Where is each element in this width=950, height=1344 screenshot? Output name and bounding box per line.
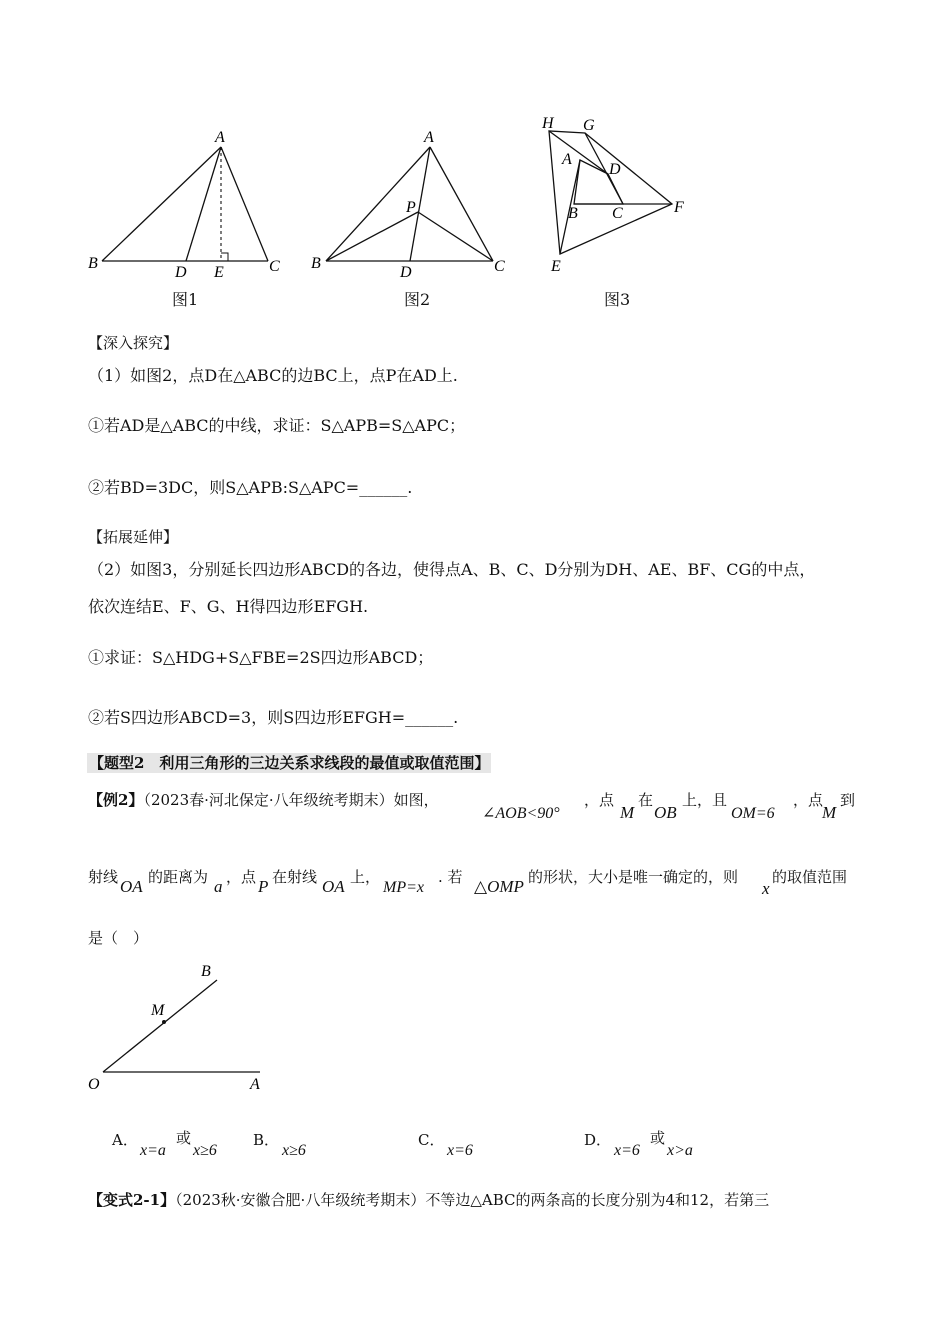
example2-line3: 是（ ） (88, 929, 149, 947)
extend-heading: 【拓展延伸】 (88, 528, 179, 546)
ray-label-a: A (250, 1076, 260, 1093)
fig1-label-a: A (215, 129, 225, 146)
ray-label-b: B (201, 963, 211, 980)
option-b-value: x≥6 (282, 1142, 306, 1159)
option-d-value-2: x>a (667, 1142, 693, 1159)
fig1-label-b: B (88, 255, 98, 272)
example2-distance-a: a (214, 877, 223, 896)
fig1-label-d: D (175, 264, 187, 281)
option-d-or: 或 (650, 1129, 666, 1147)
fig1-label-e: E (214, 264, 224, 281)
fig2-side-ac (430, 147, 493, 261)
option-c-label[interactable]: C． (418, 1131, 445, 1149)
figure-1 (80, 120, 300, 290)
fig2-segment-pb (326, 212, 418, 261)
fig2-segment-pc (418, 212, 493, 261)
option-c-value: x=6 (447, 1142, 473, 1159)
fig2-label-p: P (406, 199, 416, 216)
example2-line2-d: 在射线 (272, 868, 318, 886)
example2-line2-f: . 若 (438, 868, 463, 886)
example2-om: OM=6 (731, 805, 775, 822)
option-a-or: 或 (176, 1129, 192, 1147)
option-d-label[interactable]: D． (584, 1131, 612, 1149)
extend-q2b: ②若S四边形ABCD=3，则S四边形EFGH=______. (88, 708, 459, 727)
fig2-label-b: B (311, 255, 321, 272)
ray-ob (103, 980, 217, 1072)
example2-point-m2: M (822, 803, 837, 822)
example2-text-4: ，点 (793, 791, 824, 809)
example2-triangle-omp: △OMP (474, 877, 524, 896)
example2-point-m: M (620, 803, 635, 822)
fig3-label-c: C (612, 205, 623, 222)
example2-tag: 【例2】 (88, 791, 144, 809)
example2-line2-a: 射线 (88, 868, 119, 886)
example2-mp: MP=x (383, 879, 424, 896)
point-m-dot (162, 1020, 166, 1024)
fig3-quad-efgh (549, 131, 672, 254)
option-a-label[interactable]: A． (112, 1131, 138, 1149)
extend-q2a: ①求证：S△HDG+S△FBE=2S四边形ABCD； (88, 648, 434, 667)
fig3-label-e: E (551, 258, 561, 275)
example2-line2-h: 的取值范围 (772, 868, 848, 886)
example2-text-3: 上，且 (682, 791, 728, 809)
option-a-value-2: x≥6 (193, 1142, 217, 1159)
explore-q1: （1）如图2，点D在△ABC的边BC上，点P在AD上. (88, 366, 458, 385)
example2-text-5: 到 (840, 791, 856, 809)
example2-line2-c: ，点 (226, 868, 257, 886)
fig3-label-h: H (542, 115, 554, 132)
fig3-label-d: D (609, 161, 621, 178)
fig2-label-c: C (494, 258, 505, 275)
example2-var-x: x (762, 879, 770, 898)
example2-ray-oa: OA (120, 877, 143, 896)
example2-text-2: 在 (638, 791, 654, 809)
ray-label-m: M (151, 1002, 165, 1019)
fig3-label-a: A (562, 151, 572, 168)
figure-3 (535, 108, 705, 283)
fig3-label-f: F (674, 199, 684, 216)
fig1-label-c: C (269, 258, 280, 275)
example2-ray-ob: OB (654, 803, 677, 822)
example2-source: （2023春·河北保定·八年级统考期末）如图， (143, 791, 439, 809)
option-a-value-1: x=a (140, 1142, 166, 1159)
fig2-caption: 图2 (404, 290, 431, 309)
extend-q2-line2: 依次连结E、F、G、H得四边形EFGH. (88, 597, 369, 616)
explore-q1b: ②若BD=3DC，则S△APB:S△APC=______. (88, 478, 413, 497)
example2-point-p: P (258, 877, 269, 896)
section-2-title: 【题型2 利用三角形的三边关系求线段的最值或取值范围】 (89, 754, 490, 772)
fig3-label-b: B (568, 205, 578, 222)
fig1-caption: 图1 (172, 290, 199, 309)
angle-aob-figure (82, 955, 282, 1095)
fig3-label-g: G (583, 117, 595, 134)
fig1-right-angle-mark (221, 253, 228, 261)
fig3-caption: 图3 (604, 290, 631, 309)
example2-text-1: ，点 (584, 791, 615, 809)
explore-q1a: ①若AD是△ABC的中线，求证：S△APB=S△APC； (88, 416, 466, 435)
fig1-side-ac (221, 147, 268, 261)
fig2-label-a: A (424, 129, 434, 146)
example2-cond-angle: ∠AOB<90° (482, 805, 560, 822)
variant-text: （2023秋·安徽合肥·八年级统考期末）不等边△ABC的两条高的长度分别为4和12，若第三 (175, 1191, 770, 1209)
option-b-label[interactable]: B． (253, 1131, 280, 1149)
example2-ray-oa2: OA (322, 877, 345, 896)
option-d-value-1: x=6 (614, 1142, 640, 1159)
explore-heading: 【深入探究】 (88, 334, 179, 352)
figure-2 (305, 120, 525, 290)
ray-label-o: O (88, 1076, 100, 1093)
example2-line2-e: 上， (350, 868, 381, 886)
variant-2-1 (88, 1190, 769, 1210)
fig2-label-d: D (400, 264, 412, 281)
example2-line2-b: 的距离为 (148, 868, 209, 886)
example2-line2-g: 的形状，大小是唯一确定的，则 (528, 868, 739, 886)
example2-line1 (88, 790, 439, 810)
variant-tag: 【变式2-1】 (88, 1191, 176, 1209)
extend-q2-line1: （2）如图3，分别延长四边形ABCD的各边，使得点A、B、C、D分别为DH、AE、BF、CG的中点， (88, 560, 816, 579)
